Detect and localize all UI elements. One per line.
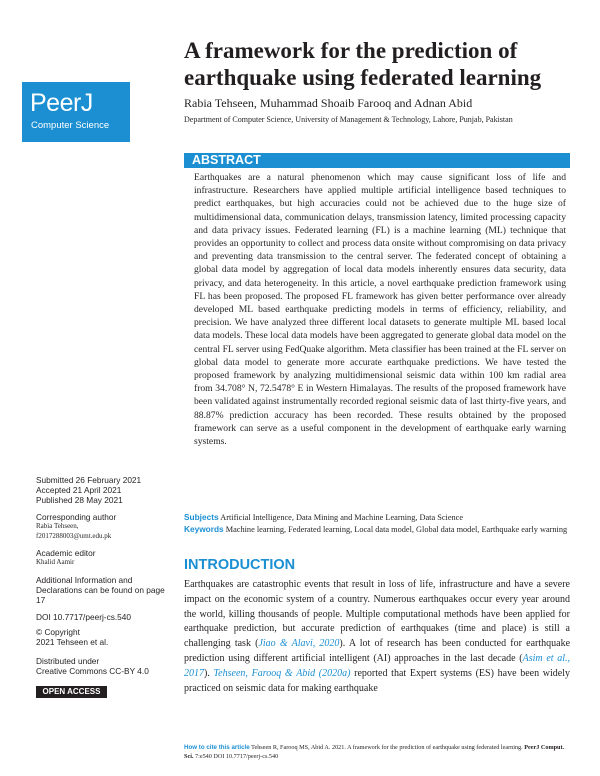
distributed-label: Distributed under <box>36 656 100 666</box>
intro-part-1: Earthquakes are catastrophic events that result in loss of life, infrastructure and have a severe impact on the economic system of a country. Numerous earthquakes occur every year around the world, killing thousands of people. Multiple computational methods have been applied for earthquake prediction, but accurate prediction of earthquakes (time and place) is still a challenging task ( <box>184 579 570 650</box>
introduction-text <box>184 578 570 696</box>
subjects-label: Subjects <box>184 512 219 522</box>
copyright-text: 2021 Tehseen et al. <box>36 637 109 648</box>
copyright-line <box>36 627 166 637</box>
subjects-keywords <box>184 512 569 535</box>
corresponding-author-block <box>36 512 166 541</box>
citation-link[interactable]: Tehseen, Farooq & Abid (2020a) <box>213 667 351 679</box>
how-to-cite <box>184 744 574 761</box>
citation-link[interactable]: Asim et al., 2017 <box>184 652 571 679</box>
how-to-cite-label: How to cite this article <box>184 744 250 751</box>
intro-part-4: reported that Expert systems (ES) have been widely practiced on seismic data for making earthquake <box>184 667 571 694</box>
additional-info[interactable]: Additional Information and Declarations can be found on page 17 <box>36 575 165 606</box>
subjects-line <box>184 512 569 524</box>
license-link[interactable]: Creative Commons CC-BY 4.0 <box>36 666 149 677</box>
keywords-text: Machine learning, Federated learning, Local data model, Global data model, Earthquake early warning <box>225 524 568 534</box>
corresponding-label: Corresponding author <box>36 512 117 522</box>
how-to-cite-journal: PeerJ Comput. Sci. <box>184 744 565 760</box>
abstract-text: Earthquakes are a natural phenomenon which may cause significant loss of life and infrastructure. Researchers have applied multiple artificial intelligence based techniques to predict earthquakes, but high accuracies could not be achieved due to the huge size of multidimensional data, communication delays, transmission latency, limited processing capacity and data privacy issues. Federated learning (FL) is a machine learning (ML) technique that provides an opportunity to collect and process data onsite without compromising on data privacy and preventing data transmission to the central server. The federated concept of obtaining a global data model by aggregation of local data models inherently ensures data security, data privacy, and data heterogeneity. In this article, a novel earthquake prediction framework using FL has been proposed. The proposed FL framework has given better performance over already developed ML based earthquake predicting models in terms of efficiency, reliability, and precision. We have analyzed three different local datasets to generate multiple ML based local data models. These local data models have been aggregated to generate global data model on the central FL server using FedQuake algorithm. Meta classifier has been trained at the FL server on global data model to generate more accurate earthquake predictions. We have tested the proposed framework by analyzing multidimensional seismic data within 100 km radial area from 34.708° N, 72.5478° E in Western Himalayas. The results of the proposed framework have been validated against instrumentally recorded regional seismic data of last thirty-five years, and 88.87% prediction accuracy has been recorded. These results obtained by the proposed framework can serve as a useful component in the development of earthquake early warning systems. <box>194 172 566 448</box>
copyright-icon: © <box>36 627 43 637</box>
peerj-logo <box>22 82 130 142</box>
copyright-label: Copyright <box>44 627 80 637</box>
intro-part-2: ). A lot of research has been conducted for earthquake prediction using different artificial intelligent (AI) approaches in the last decade ( <box>184 638 571 664</box>
logo-subtitle: Computer Science <box>31 120 110 131</box>
subjects-text: Artificial Intelligence, Data Mining and Machine Learning, Data Science <box>220 513 464 522</box>
copyright-block <box>36 627 166 647</box>
editor-label: Academic editor <box>36 548 96 558</box>
affiliation: Department of Computer Science, University of Management & Technology, Lahore, Punjab, Pakistan <box>184 115 513 124</box>
editor-block <box>36 548 166 568</box>
author-list: Rabia Tehseen, Muhammad Shoaib Farooq and Adnan Abid <box>184 96 473 110</box>
editor-name: Khalid Aamir <box>36 558 75 567</box>
article-title: A framework for the prediction of earthquake using federated learning <box>184 38 542 90</box>
corresponding-name: Rabia Tehseen, <box>36 522 79 531</box>
doi[interactable]: DOI 10.7717/peerj-cs.540 <box>36 612 132 622</box>
introduction-heading: INTRODUCTION <box>184 557 296 573</box>
how-to-cite-volume: 7:e540 <box>195 752 212 760</box>
dates-block <box>36 475 166 506</box>
license-block <box>36 656 166 676</box>
logo-wordmark: PeerJ <box>30 89 93 117</box>
how-to-cite-doi[interactable]: DOI 10.7717/peerj-cs.540 <box>213 752 279 760</box>
accepted-date: Accepted 21 April 2021 <box>36 485 122 496</box>
abstract-heading-bar <box>184 153 570 168</box>
how-to-cite-text: Tehseen R, Farooq MS, Abid A. 2021. A framework for the prediction of earthquake using federated learning. <box>251 744 523 751</box>
intro-part-3: ). <box>204 667 214 679</box>
submitted-date: Submitted 26 February 2021 <box>36 475 142 485</box>
citation-link[interactable]: Jiao & Alavi, 2020 <box>258 638 340 650</box>
published-date: Published 28 May 2021 <box>36 495 123 506</box>
corresponding-email[interactable]: f2017288003@umt.edu.pk <box>36 531 112 540</box>
keywords-label: Keywords <box>184 523 224 534</box>
keywords-line <box>184 524 569 536</box>
open-access-badge: OPEN ACCESS <box>36 686 107 698</box>
abstract-heading: ABSTRACT <box>192 153 261 167</box>
